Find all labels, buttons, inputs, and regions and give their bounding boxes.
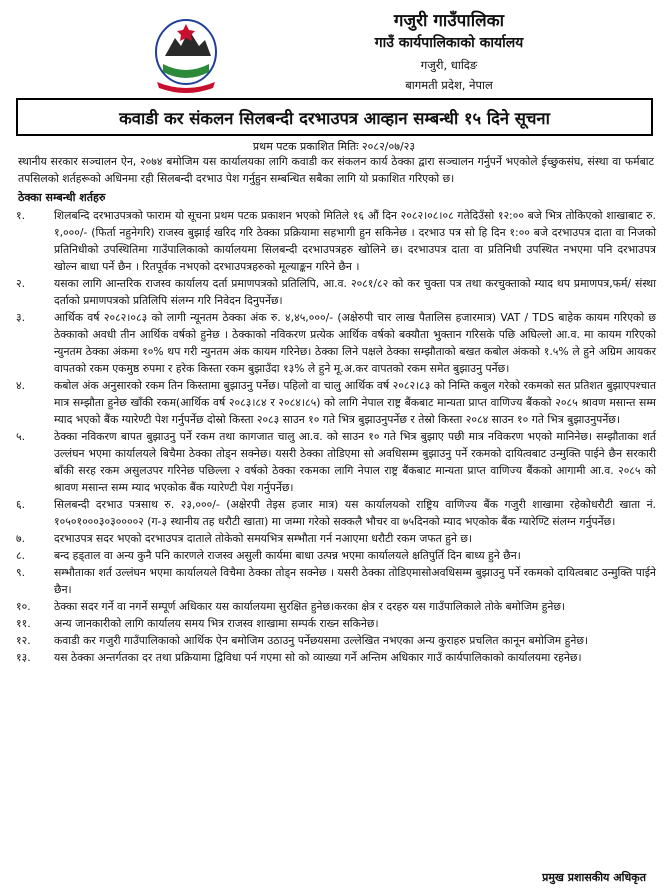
office-province: बागमती प्रदेश, नेपाल [405,78,493,92]
term-text: ठेक्का नविकरण बापत बुझाउनु पर्ने रकम तथा कागजात चालु आ.व. को साउन १० गते भित्र बुझाए पछी मात्र नविकरण भएको मानिनेछ। सम्झौताका शर्त उल्लंघन भएमा कार्यालयले बिचैमा ठेक्का तोड्न सक्नेछ। यसरी ठेक्का तोडिएमा सो अवधिसम्म बुझाउनु पर्ने रकमको दायित्वबाट उन्मुक्ति पाईने छैन सरकारी बाँकी सरह रकम असुलउपर गरिनेछ पछिल्ला २ वर्षको ठेक्का रकमका लागि नेपाल राष्ट्र बैंकबाट मान्यता प्राप्त वाणिज्य बैंकको आगामी आ.व. २०८५ को श्रावण मसान्त सम्म म्याद भएकोक बैंक ग्यारेण्टी पेश गर्नुपर्नेछ। [54,430,656,494]
term-item [10,530,662,547]
term-item [10,496,662,530]
term-text: कवाडी कर गजुरी गाउँपालिकाको आर्थिक ऐन बमोजिम उठाउनु पर्नेछयसमा उल्लेखित नभएका अन्य कुराहरु प्रचलित कानून बमोजिम हुनेछ। [54,634,588,647]
office-name: गाउँ कार्यपालिकाको कार्यालय [374,35,524,51]
term-item [10,598,662,615]
term-number: १. [16,209,26,222]
term-item [10,309,662,377]
term-text: बन्द हड्ताल वा अन्य कुनै पनि कारणले राजस्व असुली कार्यमा बाधा उत्पन्न भएमा कार्यालयले क्षतिपुर्ति दिन बाध्य हुने छैन। [54,549,521,562]
term-item [10,275,662,309]
term-number: १२. [16,634,31,647]
notice-title [16,98,653,136]
intro-paragraph: स्थानीय सरकार सञ्चालन ऐन, २०७४ बमोजिम यस कार्यालयका लागि कवाडी कर संकलन कार्य ठेक्का द्वारा सञ्चालन गर्नुपर्ने भएकोले ईच्छुकसंघ, संस्था वा फर्मबाट तपसिलको शर्तहरूको अधिनमा रही सिलबन्दी दरभाउ पेश गर्नुहुन सम्बन्धित सबैका लागि यो प्रकाशित गरिएको छ। [18,155,654,185]
term-item [10,564,662,598]
term-text: सिलबन्दी दरभाउ पत्रसाथ रु. २३,०००/- (अक्षेरपी तेइस हजार मात्र) यस कार्यालयको राष्ट्रिय वाणिज्य बैंक गजुरी शाखामा रहेकोधरौटी खाता नं. १०५०१०००३०३००००२ (ग-३ स्थानीय तह धरौटी खाता) मा जम्मा गरेको सक्कलै भौचर वा ७५दिनको म्याद भएकोक बैंक ग्यारेण्टि संलग्न गर्नुपर्नेछ। [54,498,656,528]
term-item [10,632,662,649]
term-text: आर्थिक वर्ष २०८२।०८३ को लागी न्यूनतम ठेक्का अंक रु. ४,४५,०००/- (अक्षेरुपी चार लाख पैतालिस हजारमात्र) VAT / TDS बाहेक कायम गरिएको छ ठेक्काको अवधी तीन आर्थिक वर्षको हुनेछ । ठेक्काको नविकरण प्रत्येक आर्थिक वर्षको बक्यौता भुक्तान गरिसके पछि अघिल्लो आ.व. मा कायम गरिएको न्युनतम ठेक्का अंकमा १०% थप गरी न्युनतम अंक कायम गरिनेछ। ठेक्का लिने पक्षले ठेक्का सम्झौताको बखत कबोल अंकको १.५% ले हुने अग्रिम आयकर वापतको रकम एकमुष्ठ रुपमा र हरेक किस्ता रकम बुझाउँदा १३% ले हुने मू.अ.कर वापतको रकम समेत बुझाउनु पर्नेछ। [54,311,656,375]
term-text: अन्य जानकारीको लागि कार्यालय समय भित्र राजस्व शाखामा सम्पर्क राख्न सकिनेछ। [54,617,379,630]
term-number: ४. [16,379,26,392]
term-item [10,377,662,428]
term-number: ११. [16,617,31,630]
term-number: ५. [16,430,26,443]
term-number: ६. [16,498,26,511]
term-text: दरभाउपत्र सदर भएको दरभाउपत्र दाताले तोकेको समयभित्र सम्भौता गर्न नआएमा धरौटी रकम जफत हुने छ। [54,532,473,545]
term-number: ८. [16,549,26,562]
signature-title: प्रमुख प्रशासकीय अधिकृत [542,871,646,884]
term-text: कबोल अंक अनुसारको रकम तिन किस्तामा बुझाउनु पर्नेछ। पहिलो वा चालु आर्थिक वर्ष २०८२।८३ को निम्ति कबुल गरेको रकमको सत प्रतिशत बुझाएपश्चात मात्र सम्झौता हुनेछ खाँकी रकम(आर्थिक वर्ष २०८३।८४ र २०८४।८५) को लागि नेपाल राष्ट्र बैंकबाट मान्यता प्राप्त वाणिज्य बैंकको २०८५ श्रावण मसान्त सम्म म्याद भएको बैंक ग्यारेण्टी पेश गर्नुपर्नेछ दोस्रो किस्ता २०८३ साउन १० गते भित्र बुझाउनुपर्नेछ र तेस्रो किस्ता २०८४ साउन १० गते भित्र बुझाउनुपर्नेछ। [54,379,656,426]
term-item [10,615,662,632]
term-number: १३. [16,651,31,664]
term-item [10,207,662,275]
term-text: यस ठेक्का अन्तर्गतका दर तथा प्रक्रियामा द्विविधा पर्न गएमा सो को व्याख्या गर्ने अन्तिम अधिकार गाउँ कार्यपालिकाको कार्यालयमा रहनेछ। [54,651,582,664]
publication-date: प्रथम पटक प्रकाशित मितिः २०८२/०७/२३ [252,140,416,153]
term-text: सम्भौताका शर्त उल्लंघन भएमा कार्यालयले विचैमा ठेक्का तोड्न सक्नेछ । यसरी ठेक्का तोडिएमासोअवधिसम्म बुझाउनु पर्ने रकमको दायित्वबाट उन्मुक्ति पाईने छैन। [54,566,656,596]
notice-title-text: कवाडी कर संकलन सिलबन्दी दरभाउपत्र आव्हान सम्बन्धी १५ दिने सूचना [119,108,550,128]
term-text: ठेक्का सदर गर्ने वा नगर्ने सम्पूर्ण अधिकार यस कार्यालयमा सुरक्षित हुनेछ।करका क्षेत्र र दरहरु यस गाउँपालिकाले तोके बमोजिम हुनेछ। [54,600,565,613]
terms-heading: ठेक्का सम्बन्धी शर्तहरु [18,191,106,204]
nepal-government-emblem-icon [151,16,221,94]
term-number: १०. [16,600,31,613]
term-number: २. [16,277,26,290]
term-number: ९. [16,566,26,579]
term-number: ७. [16,532,26,545]
term-item [10,428,662,496]
term-item [10,547,662,564]
term-text: यसका लागि आन्तरिक राजस्व कार्यालय दर्ता प्रमाणपत्रको प्रतिलिपि, आ.व. २०८१/८२ को कर चुक्ता पत्र तथा करचुक्ताको म्याद थप प्रमाणपत्र,फर्म/ संस्था दर्ताको प्रमाणपत्रको प्रतिलिपि संलग्न गरि निवेदन दिनुपर्नेछ। [54,277,656,307]
term-text: शिलबन्दि दरभाउपत्रको फाराम यो सूचना प्रथम पटक प्रकाशन भएको मितिले १६ औं दिन २०८२।०८।०८ गतेदिउँसो १२:०० बजे भित्र तोकिएको शाखाबाट रु. १,०००/- (फिर्ता नहुनेगरि) राजस्व बुझाई खरिद गरि ठेक्का प्रक्रियामा सहभागी हुन सकिनेछ । दरभाउ पत्र सो हि दिन १:०० बजे दरभाउपत्र दाता वा निजको प्रतिनिधीको उपस्थितिमा गाउँपालिकाको कार्यालयमा सिलबन्दी दरभाउपत्रहरु खोलिने छ। दरभाउपत्र दाता वा प्रतिनिधी उपस्थित नभएमा पनि दरभाउपत्र खोल्न बाधा पर्ने छैन । रितपूर्वक नभएको दरभाउपत्रहरुको मूल्याङ्कन गरिने छैन । [54,209,656,273]
org-name: गजुरी गाउँपालिका [393,11,505,31]
term-number: ३. [16,311,26,324]
term-item [10,649,662,666]
office-location: गजुरी, धादिङ [420,58,478,72]
terms-list [10,207,662,666]
